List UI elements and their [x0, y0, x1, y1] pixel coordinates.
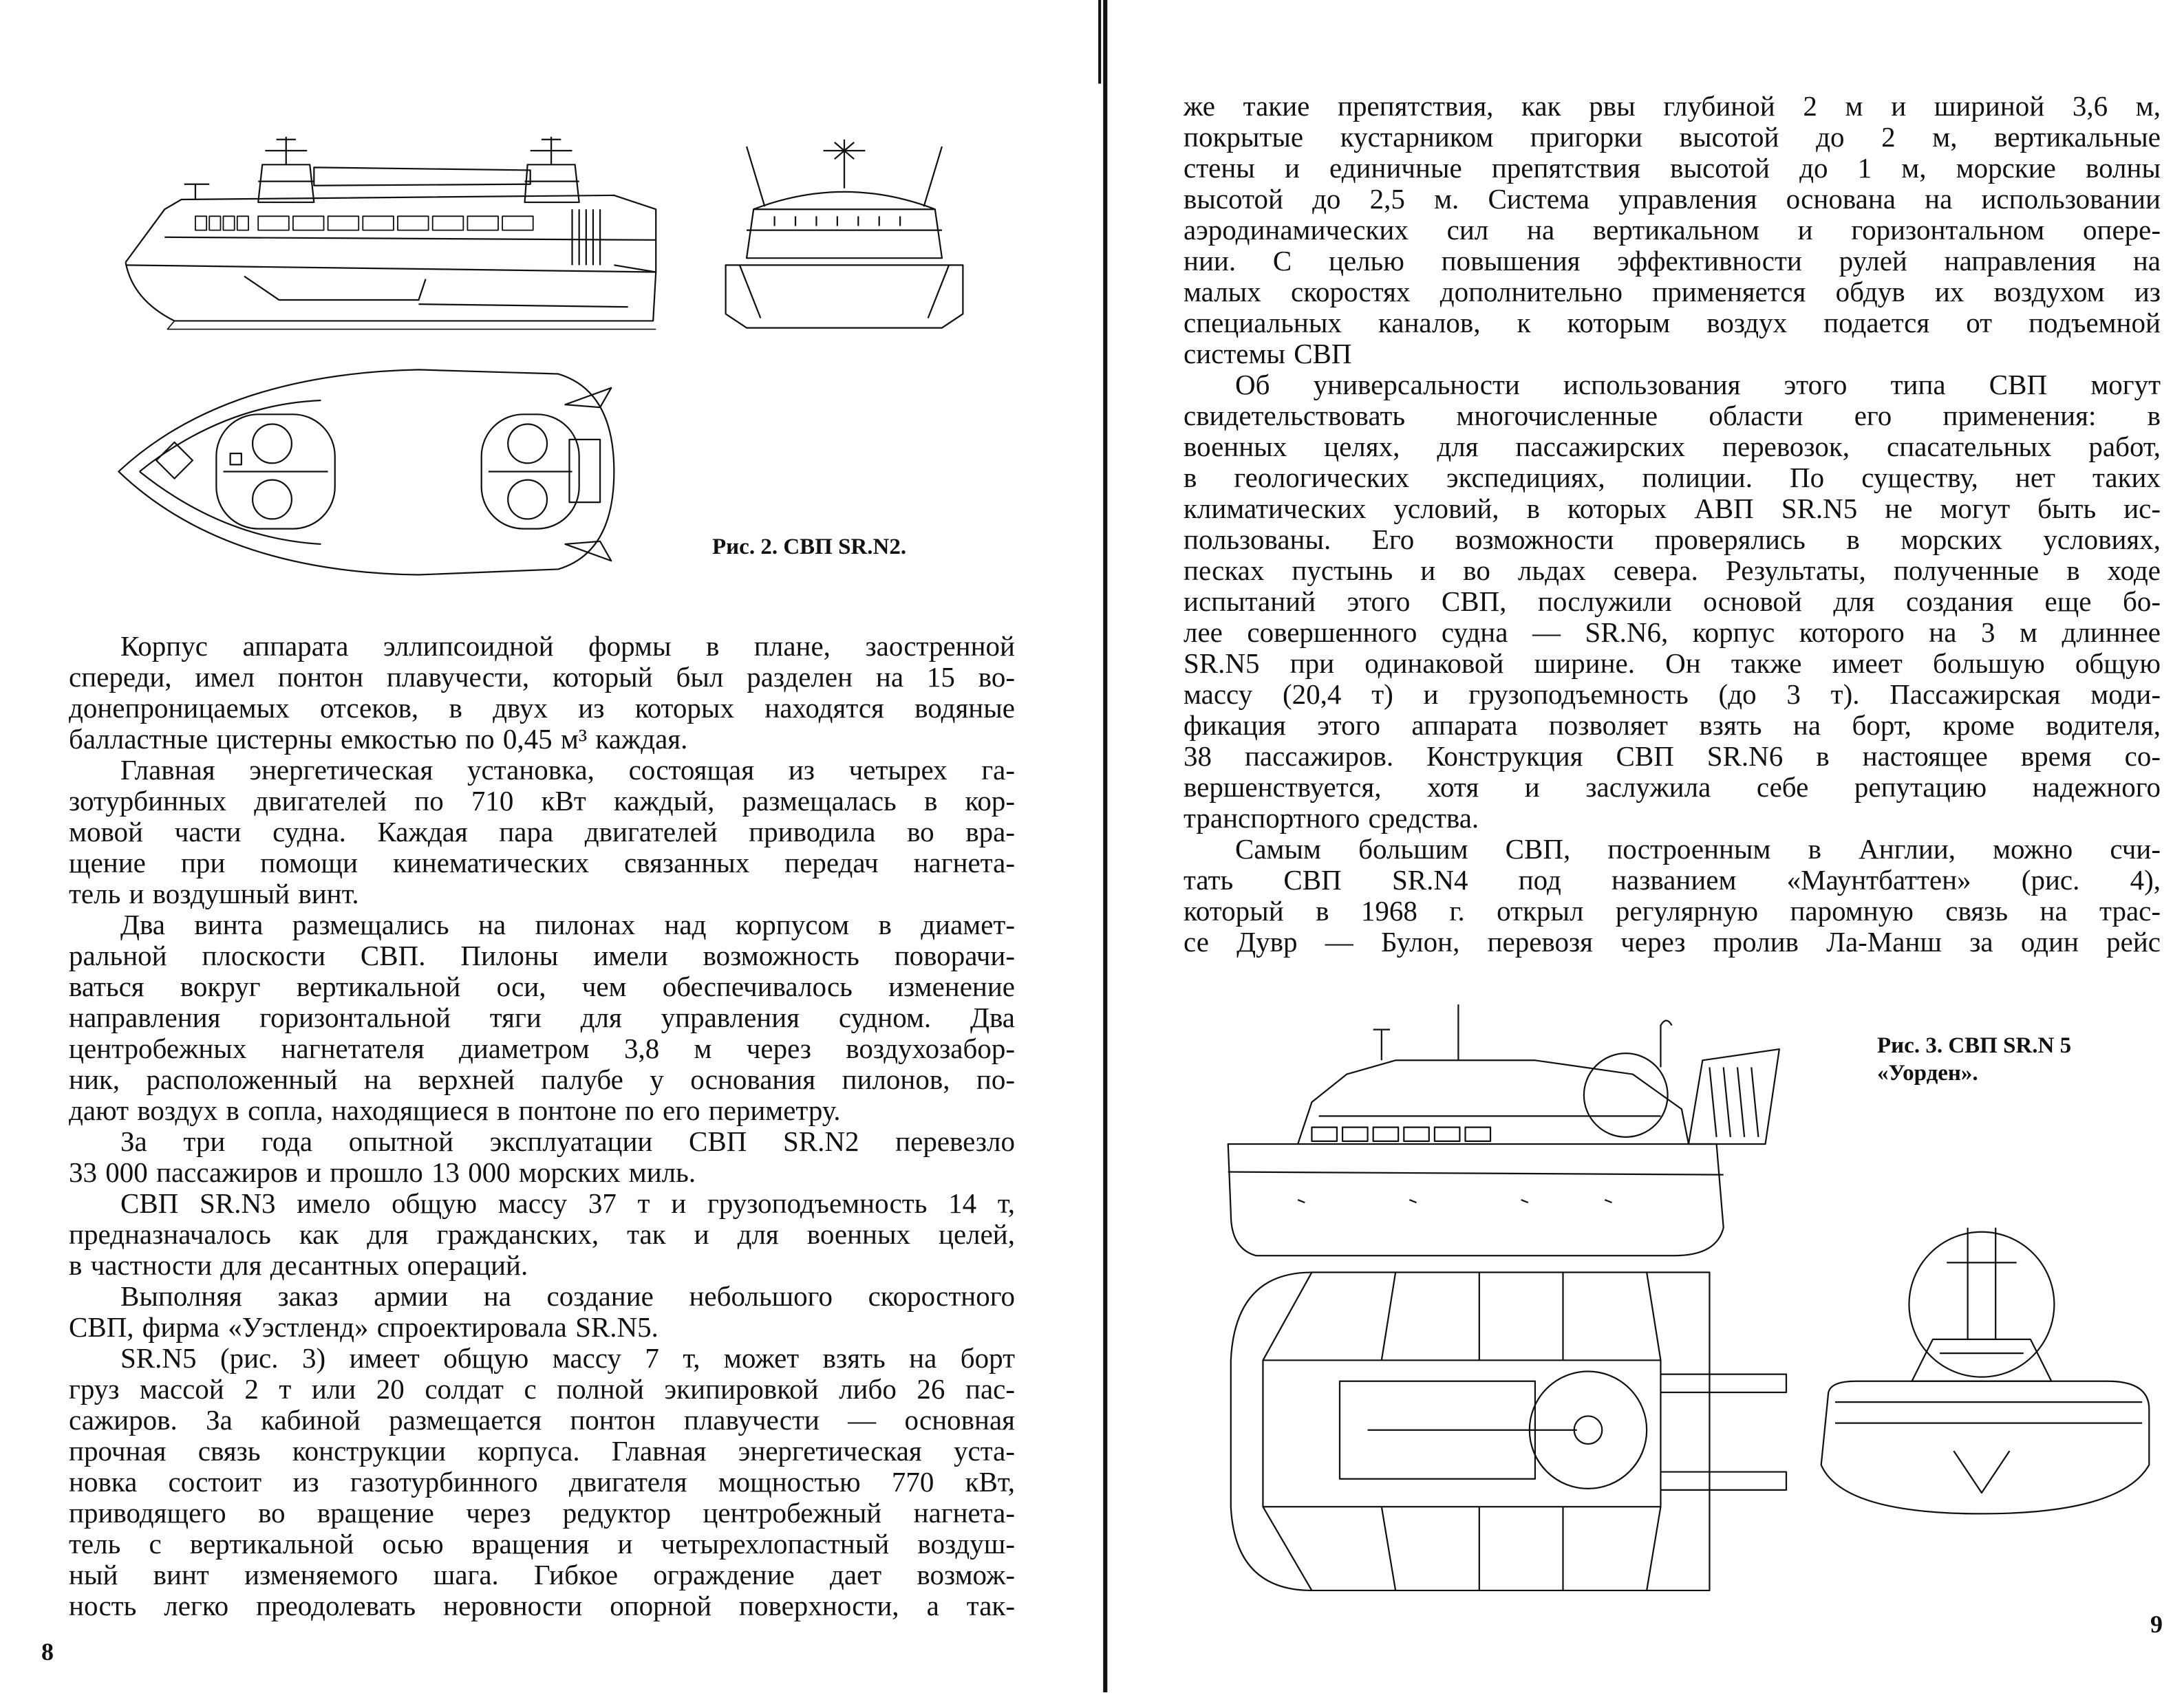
text-line: дают воздух в сопла, находящиеся в понтоне по его периметру. [69, 1094, 841, 1126]
fig2-plan-view-drawing [118, 369, 614, 574]
text-line: специальных каналов, к которым воздух подается от подъемной [1184, 307, 2161, 338]
text-line: который в 1968 г. открыл регулярную паромную связь на трас- [1184, 895, 2161, 927]
text-line: Самым большим СВП, построенным в Англии, можно счи- [1235, 833, 2161, 865]
text-line: аэродинамических сил на вертикальном и горизонтальном опере- [1184, 214, 2161, 246]
right-page-text [1184, 91, 2161, 958]
text-line: прочная связь конструкции корпуса. Главная энергетическая уста- [69, 1435, 1015, 1467]
text-line: покрытые кустарником пригорки высотой до 2 м, вертикальные [1184, 121, 2161, 153]
text-line: в геологических экспедициях, полиции. По существу, нет таких [1184, 462, 2161, 493]
text-line: SR.N5 (рис. 3) имеет общую массу 7 т, может взять на борт [120, 1342, 1015, 1374]
text-line: мовой части судна. Каждая пара двигателей приводила во вра- [69, 816, 1015, 848]
text-line: сажиров. За кабиной размещается понтон плавучести — основная [69, 1404, 1015, 1436]
text-line: щение при помощи кинематических связанных передач нагнета- [69, 847, 1015, 878]
text-line: ваться вокруг вертикальной оси, чем обеспечивалось изменение [69, 971, 1015, 1002]
paragraph [1184, 369, 2161, 834]
text-line: массу (20,4 т) и грузоподъемность (до 3 т). Пассажирская моди- [1184, 678, 2161, 710]
figure-3-caption [1877, 1032, 2071, 1087]
text-line: климатических условий, в которых АВП SR.N5 не могут быть ис- [1184, 493, 2161, 524]
text-line: в частности для десантных операций. [69, 1249, 528, 1281]
text-line: балластные цистерны емкостью по 0,45 м³ каждая. [69, 723, 688, 755]
paragraph [69, 1343, 1015, 1621]
text-line: высотой до 2,5 м. Система управления основана на использовании [1184, 183, 2161, 215]
paragraph [1184, 91, 2161, 369]
text-line: военных целях, для пассажирских перевозок, спасательных работ, [1184, 431, 2161, 462]
text-line: Два винта размещались на пилонах над корпусом в диамет- [120, 909, 1015, 940]
book-gutter [1100, 0, 1105, 1692]
paragraph [69, 1126, 1015, 1188]
text-line: песках пустынь и во льдах севера. Результаты, полученные в ходе [1184, 554, 2161, 586]
text-line: приводящего во вращение через редуктор центробежный нагнета- [69, 1497, 1015, 1529]
text-line: ный винт изменяемого шага. Гибкое ограждение дает возмож- [69, 1559, 1015, 1590]
text-line: 38 пассажиров. Конструкция СВП SR.N6 в настоящее время со- [1184, 740, 2161, 772]
text-line: испытаний этого СВП, послужили основой для создания еще бо- [1184, 585, 2161, 617]
text-line: спереди, имел понтон плавучести, который был разделен на 15 во- [69, 661, 1015, 693]
text-line: Выполняя заказ армии на создание небольшого скоростного [120, 1280, 1015, 1312]
text-line: ник, расположенный на верхней палубе у основания пилонов, по- [69, 1064, 1015, 1095]
text-line: нии. С целью повышения эффективности рулей направления на [1184, 245, 2161, 277]
figure-3-caption-line1: Рис. 3. СВП SR.N 5 [1877, 1033, 2072, 1058]
page-number-left: 8 [41, 1638, 54, 1665]
figure-3-caption-line2: «Уорден». [1877, 1061, 1978, 1086]
text-line: СВП, фирма «Уэстленд» спроектировала SR.N5. [69, 1311, 659, 1343]
text-line: Главная энергетическая установка, состоящая из четырех га- [120, 754, 1015, 786]
text-line: пользованы. Его возможности проверялись в морских условиях, [1184, 524, 2161, 555]
page-number-right: 9 [2150, 1610, 2163, 1638]
text-line: SR.N5 при одинаковой ширине. Он также имеет большую общую [1184, 647, 2161, 679]
text-line: вершенствуется, хотя и заслужила себе репутацию надежного [1184, 771, 2161, 803]
paragraph [69, 755, 1015, 909]
text-line: центробежных нагнетателя диаметром 3,8 м через воздухозабор- [69, 1033, 1015, 1064]
paragraph [69, 909, 1015, 1126]
text-line: СВП SR.N3 имело общую массу 37 т и грузоподъемность 14 т, [120, 1187, 1015, 1219]
text-line: предназначалось как для гражданских, так и для военных целей, [69, 1218, 1015, 1250]
left-page-text [69, 631, 1015, 1621]
text-line: транспортного средства. [1184, 802, 1479, 834]
text-line: донепроницаемых отсеков, в двух из которых находятся водяные [69, 692, 1015, 724]
fig3-side-view-drawing [1228, 1004, 1779, 1255]
text-line: ральной плоскости СВП. Пилоны имели возможность поворачи- [69, 940, 1015, 971]
text-line: За три года опытной эксплуатации СВП SR.N2 перевезло [120, 1125, 1015, 1157]
text-line: тать СВП SR.N4 под названием «Маунтбаттен» (рис. 4), [1184, 864, 2161, 896]
fig2-side-view-drawing [126, 137, 656, 330]
text-line: направления горизонтальной тяги для управления судном. Два [69, 1002, 1015, 1033]
paragraph [69, 631, 1015, 755]
text-line: системы СВП [1184, 338, 1352, 369]
text-line: фикация этого аппарата позволяет взять на борт, кроме водителя, [1184, 709, 2161, 741]
text-line: тель с вертикальной осью вращения и четырехлопастный воздуш- [69, 1528, 1015, 1560]
text-line: Корпус аппарата эллипсоидной формы в плане, заостренной [120, 630, 1015, 662]
text-line: лее совершенного судна — SR.N6, корпус которого на 3 м длиннее [1184, 616, 2161, 648]
text-line: свидетельствовать многочисленные области его применения: в [1184, 400, 2161, 431]
paragraph [69, 1281, 1015, 1343]
text-line: зотурбинных двигателей по 710 кВт каждый, размещалась в кор- [69, 785, 1015, 817]
text-line: стены и единичные препятствия высотой до 1 м, морские волны [1184, 152, 2161, 184]
text-line: се Дувр — Булон, перевозя через пролив Ла-Манш за один рейс [1184, 926, 2161, 958]
text-line: 33 000 пассажиров и прошло 13 000 морских миль. [69, 1156, 696, 1188]
text-line: ность легко преодолевать неровности опорной поверхности, а так- [69, 1590, 1015, 1621]
paragraph [1184, 834, 2161, 958]
figure-2-caption: Рис. 2. СВП SR.N2. [712, 535, 907, 559]
fig3-front-view-drawing [1821, 1228, 2150, 1514]
text-line: Об универсальности использования этого типа СВП могут [1235, 369, 2161, 400]
text-line: груз массой 2 т или 20 солдат с полной экипировкой либо 26 пас- [69, 1373, 1015, 1405]
text-line: же такие препятствия, как рвы глубиной 2 м и шириной 3,6 м, [1184, 90, 2161, 122]
text-line: тель и воздушный винт. [69, 878, 359, 909]
paragraph [69, 1188, 1015, 1281]
text-line: новка состоит из газотурбинного двигателя мощностью 770 кВт, [69, 1466, 1015, 1498]
fig2-front-view-drawing [726, 140, 963, 328]
text-line: малых скоростях дополнительно применяется обдув их воздухом из [1184, 276, 2161, 308]
fig3-plan-view-drawing [1231, 1273, 1786, 1590]
